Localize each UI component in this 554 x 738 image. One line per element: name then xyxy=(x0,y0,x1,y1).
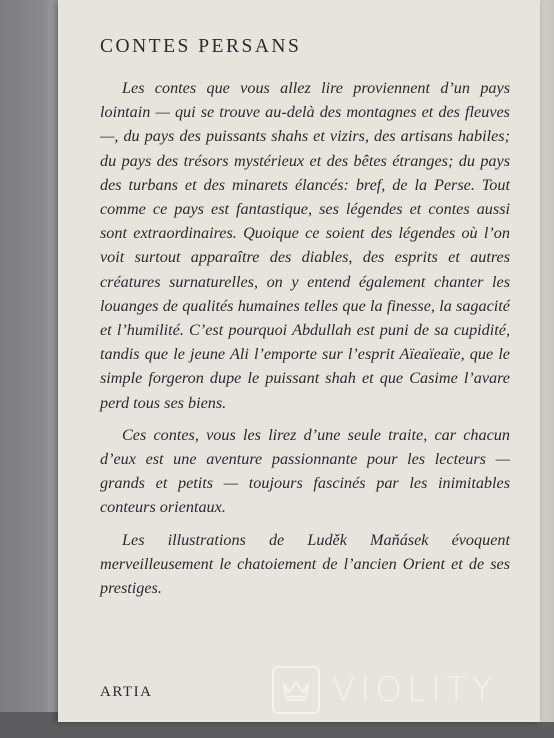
paragraph-1: Les contes que vous allez lire proviennent d’un pays lointain — qui se trouve au-delà des montagnes et des fleuves —, du pays des puissants shahs et vizirs, des artisans habiles; du pays des trésors mystérieux et des bêtes étranges; du pays des turbans et des minarets élancés: bref, de la Perse. Tout comme ce pays est fantastique, ses légendes et contes aussi sont extraordinaires. Quoique ce soient des légendes où l’on voit surtout apparaître des diables, des esprits et autres créatures surnaturelles, on y entend également chanter les louanges de qualités humaines telles que la finesse, la sagacité et l’humilité. C’est pourquoi Abdullah est puni de sa cupidité, tandis que le jeune Ali l’emporte sur l’esprit Aïeaïeaïe, que le simple forgeron dupe le puissant shah et que Casime l’avare perd tous ses biens. xyxy=(100,79,510,412)
watermark-text: VIOLITY xyxy=(332,670,498,710)
body-text xyxy=(100,76,510,600)
page-title: CONTES PERSANS xyxy=(100,36,302,57)
book-page xyxy=(58,0,540,722)
watermark xyxy=(272,666,498,714)
background-left xyxy=(0,0,60,738)
publisher-name: ARTIA xyxy=(100,684,153,700)
paragraph-2: Ces contes, vous les lirez d’une seule traite, car chacun d’eux est une aventure passionnante pour les lecteurs — grands et petits — toujours fascinés par les inimitables conteurs orientaux. xyxy=(100,425,510,517)
paragraph-3: Les illustrations de Luděk Maňásek évoquent merveilleusement le chatoiement de l’ancien Orient et de ses prestiges. xyxy=(100,530,510,598)
watermark-logo xyxy=(272,666,320,714)
crown-icon xyxy=(281,678,311,702)
